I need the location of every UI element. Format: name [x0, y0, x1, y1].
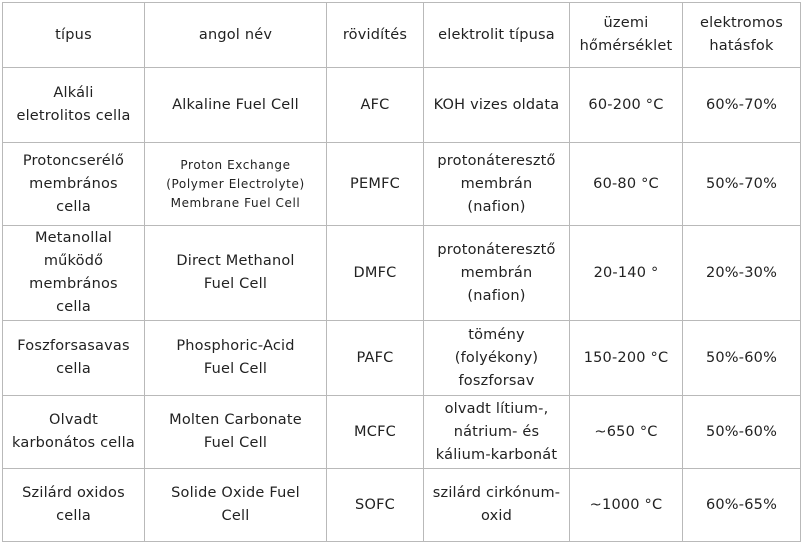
cell-text: DMFC	[353, 264, 397, 281]
cell-text: protonáteresztő	[437, 241, 556, 258]
cell-text: PEMFC	[350, 175, 400, 192]
cell-text: protonáteresztő	[437, 152, 556, 169]
cell-electrolyte	[424, 469, 570, 542]
cell-text: membrános	[29, 175, 118, 192]
cell-text: (nafion)	[467, 198, 526, 215]
cell-text: 50%-60%	[705, 349, 778, 366]
cell-english-name	[145, 68, 327, 143]
cell-abbreviation	[327, 396, 424, 469]
cell-text: foszforsav	[458, 372, 535, 389]
table-row	[3, 396, 801, 469]
cell-text: Protoncserélő	[22, 152, 125, 169]
header-english-name	[145, 3, 327, 68]
cell-text: 60%-70%	[705, 96, 778, 113]
cell-text: Foszforsasavas	[17, 338, 130, 354]
cell-temperature	[570, 469, 683, 542]
header-type	[3, 3, 145, 68]
cell-text: AFC	[360, 96, 390, 113]
cell-text: 60-80 °C	[593, 175, 659, 192]
cell-text: működő	[43, 253, 104, 269]
header-efficiency	[683, 3, 801, 68]
cell-text: Phosphoric-Acid	[176, 338, 295, 354]
cell-efficiency	[683, 469, 801, 542]
cell-text: 60%-65%	[705, 496, 778, 513]
cell-electrolyte	[424, 68, 570, 143]
cell-abbreviation	[327, 143, 424, 226]
table-row	[3, 321, 801, 396]
header-text: üzemi	[603, 15, 649, 31]
cell-text: SOFC	[355, 496, 395, 513]
header-text: rövidítés	[342, 26, 408, 43]
cell-electrolyte	[424, 226, 570, 321]
cell-text: 60-200 °C	[588, 96, 664, 113]
cell-type	[3, 143, 145, 226]
cell-efficiency	[683, 226, 801, 321]
cell-text: cella	[56, 361, 91, 377]
table-row	[3, 68, 801, 143]
cell-abbreviation	[327, 469, 424, 542]
cell-abbreviation	[327, 68, 424, 143]
cell-type	[3, 396, 145, 469]
cell-text: membrán	[460, 264, 533, 281]
cell-text: cella	[56, 508, 91, 524]
header-text: elektromos	[699, 15, 784, 31]
cell-abbreviation	[327, 226, 424, 321]
cell-text: Olvadt	[49, 412, 98, 428]
header-row	[3, 3, 801, 68]
cell-text: ~1000 °C	[589, 496, 663, 513]
cell-text: membrános	[29, 276, 118, 292]
cell-text: MCFC	[354, 423, 396, 440]
cell-text: KOH vizes oldata	[433, 96, 560, 113]
cell-text: Metanollal	[34, 230, 113, 246]
cell-text: ~650 °C	[594, 423, 658, 440]
cell-text: karbonátos cella	[12, 435, 135, 451]
cell-text: (nafion)	[467, 287, 526, 304]
cell-text: PAFC	[356, 349, 394, 366]
cell-type	[3, 469, 145, 542]
table-row	[3, 143, 801, 226]
cell-text: membrán	[460, 175, 533, 192]
cell-text: 20%-30%	[705, 264, 778, 281]
cell-type	[3, 321, 145, 396]
cell-english-name	[145, 226, 327, 321]
cell-text: Membrane Fuel Cell	[170, 195, 301, 210]
cell-text: Szilárd oxidos	[22, 485, 125, 501]
cell-text: 50%-70%	[705, 175, 778, 192]
cell-temperature	[570, 226, 683, 321]
cell-text: Molten Carbonate	[169, 412, 302, 428]
cell-efficiency	[683, 396, 801, 469]
header-text: elektrolit típusa	[438, 26, 555, 43]
cell-temperature	[570, 321, 683, 396]
cell-text: cella	[56, 299, 91, 315]
cell-text: Solide Oxide Fuel	[171, 485, 300, 501]
header-temperature	[570, 3, 683, 68]
cell-efficiency	[683, 143, 801, 226]
cell-electrolyte	[424, 321, 570, 396]
cell-text: szilárd cirkónum-	[432, 485, 561, 501]
table-row	[3, 226, 801, 321]
cell-text: tömény	[468, 326, 525, 343]
cell-text: Fuel Cell	[203, 435, 268, 451]
cell-text: Direct Methanol	[176, 253, 295, 269]
cell-abbreviation	[327, 321, 424, 396]
cell-temperature	[570, 143, 683, 226]
cell-temperature	[570, 396, 683, 469]
cell-text: cella	[56, 198, 91, 215]
cell-temperature	[570, 68, 683, 143]
header-text: angol név	[198, 26, 273, 43]
cell-text: Fuel Cell	[203, 361, 268, 377]
header-text: típus	[55, 26, 92, 43]
header-abbreviation	[327, 3, 424, 68]
cell-text: Cell	[221, 508, 250, 524]
cell-text: Proton Exchange	[180, 157, 291, 172]
cell-text: eletrolitos cella	[16, 108, 131, 124]
table-row	[3, 469, 801, 542]
cell-text: olvadt lítium-,	[444, 400, 549, 417]
cell-text: 50%-60%	[705, 423, 778, 440]
cell-electrolyte	[424, 396, 570, 469]
cell-text: nátrium- és	[453, 423, 540, 440]
cell-text: Alkaline Fuel Cell	[172, 96, 299, 113]
cell-efficiency	[683, 68, 801, 143]
cell-english-name	[145, 396, 327, 469]
cell-text: 20-140 °	[593, 264, 659, 281]
cell-text: (folyékony)	[454, 349, 539, 366]
cell-text: (Polymer Electrolyte)	[166, 176, 305, 191]
cell-english-name	[145, 143, 327, 226]
header-text: hatásfok	[709, 38, 774, 54]
cell-text: kálium-karbonát	[435, 446, 558, 463]
cell-text: 150-200 °C	[583, 349, 669, 366]
fuel-cell-table	[2, 2, 801, 542]
cell-efficiency	[683, 321, 801, 396]
header-electrolyte	[424, 3, 570, 68]
cell-text: Alkáli	[53, 85, 94, 101]
cell-english-name	[145, 469, 327, 542]
cell-text: oxid	[480, 508, 513, 524]
cell-electrolyte	[424, 143, 570, 226]
cell-text: Fuel Cell	[203, 276, 268, 292]
cell-english-name	[145, 321, 327, 396]
header-text: hőmérséklet	[579, 38, 673, 54]
cell-type	[3, 68, 145, 143]
cell-type	[3, 226, 145, 321]
